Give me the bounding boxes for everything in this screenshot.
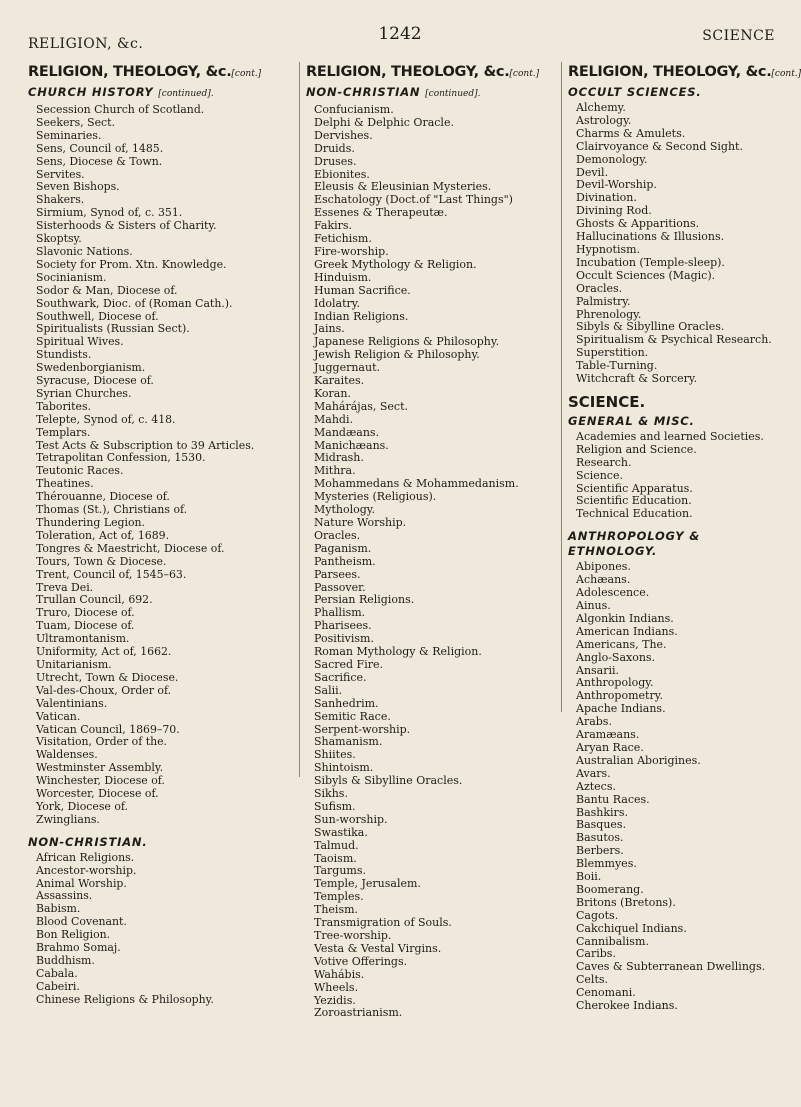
- index-entry[interactable]: Seminaries.: [36, 128, 102, 142]
- index-entry[interactable]: Tours, Town & Diocese.: [36, 554, 167, 568]
- column-heading: [568, 62, 801, 84]
- index-entry[interactable]: Demonology.: [576, 152, 648, 166]
- index-entry[interactable]: Fetichism.: [314, 232, 372, 246]
- page-number: 1242: [378, 24, 422, 44]
- index-entry[interactable]: Test Acts & Subscription to 39 Articles.: [36, 438, 255, 452]
- index-entry[interactable]: Ghosts & Apparitions.: [576, 217, 700, 231]
- index-entry[interactable]: Arabs.: [576, 715, 612, 729]
- index-entry[interactable]: Avars.: [576, 766, 611, 780]
- index-entry[interactable]: Cabala.: [36, 966, 78, 980]
- index-entry[interactable]: Confucianism.: [314, 103, 394, 116]
- index-entry[interactable]: Charms & Amulets.: [576, 126, 686, 140]
- section-title: ANTHROPOLOGY & ETHNOLOGY.: [568, 529, 701, 559]
- index-entry[interactable]: African Religions.: [36, 850, 135, 864]
- section-title: NON-CHRISTIAN.: [28, 834, 148, 849]
- index-entry[interactable]: Worcester, Diocese of.: [36, 787, 159, 801]
- index-entry[interactable]: Valentinians.: [36, 696, 108, 710]
- index-entry[interactable]: Druses.: [314, 154, 357, 168]
- index-entry[interactable]: Passover.: [314, 580, 366, 594]
- index-entry[interactable]: Sanhedrim.: [314, 696, 379, 710]
- index-entry[interactable]: Shakers.: [36, 193, 85, 207]
- index-entry[interactable]: Bantu Races.: [576, 792, 650, 806]
- index-entry[interactable]: Incubation (Temple-sleep).: [576, 255, 725, 269]
- index-entry[interactable]: Tree-worship.: [314, 929, 392, 942]
- index-entry[interactable]: Ebionites.: [314, 167, 370, 181]
- index-entry[interactable]: Achæans.: [576, 573, 631, 587]
- index-entry[interactable]: Yezidis.: [314, 993, 356, 1007]
- index-entry[interactable]: Pharisees.: [314, 619, 372, 633]
- index-entry[interactable]: Temples.: [314, 890, 364, 904]
- index-entry[interactable]: Britons (Bretons).: [576, 895, 676, 909]
- science-heading: SCIENCE.: [568, 392, 646, 411]
- index-entry[interactable]: Telepte, Synod of, c. 418.: [36, 412, 176, 426]
- index-entry[interactable]: Mithra.: [314, 464, 356, 478]
- index-entry[interactable]: Shiites.: [314, 748, 356, 762]
- index-entry[interactable]: Teutonic Races.: [36, 464, 124, 478]
- index-entry[interactable]: Syracuse, Diocese of.: [36, 374, 154, 388]
- index-entry[interactable]: Boomerang.: [576, 882, 644, 896]
- index-entry[interactable]: Vatican.: [36, 709, 81, 723]
- index-entry[interactable]: Mahárájas, Sect.: [314, 399, 409, 413]
- index-entry[interactable]: American Indians.: [576, 624, 678, 638]
- index-entry[interactable]: Positivism.: [314, 632, 374, 646]
- index-entry[interactable]: Scientific Apparatus.: [576, 481, 693, 495]
- index-entry[interactable]: Theatines.: [36, 477, 94, 491]
- index-entry[interactable]: Mahdi.: [314, 412, 353, 426]
- index-entry[interactable]: Clairvoyance & Second Sight.: [576, 139, 743, 153]
- running-head-left: RELIGION, &c.: [28, 36, 144, 52]
- index-entry[interactable]: Dervishes.: [314, 128, 373, 142]
- section-heading-occult-sciences: [568, 85, 792, 100]
- column-divider: [561, 62, 562, 712]
- index-entry[interactable]: Devil.: [576, 165, 609, 179]
- index-entry[interactable]: Mysteries (Religious).: [314, 490, 437, 504]
- index-entry[interactable]: Phrenology.: [576, 307, 642, 321]
- section-heading-general-misc: [568, 414, 792, 429]
- column-heading-text: RELIGION, THEOLOGY, &c.: [306, 64, 510, 80]
- continued-marker: [cont.]: [771, 69, 801, 79]
- index-entry[interactable]: Aztecs.: [576, 779, 616, 793]
- index-entry[interactable]: Ultramontanism.: [36, 632, 130, 646]
- index-entry[interactable]: Abipones.: [576, 560, 631, 574]
- column-3: [568, 62, 801, 1013]
- index-entry[interactable]: Tetrapolitan Confession, 1530.: [36, 451, 206, 465]
- index-entry[interactable]: Hallucinations & Illusions.: [576, 230, 725, 244]
- index-entry[interactable]: Serpent-worship.: [314, 722, 411, 736]
- section-title: NON-CHRISTIAN: [306, 85, 421, 99]
- index-entry[interactable]: Shintoism.: [314, 761, 374, 775]
- index-entry[interactable]: Human Sacrifice.: [314, 283, 411, 297]
- index-entry[interactable]: Astrology.: [576, 113, 632, 127]
- index-entry[interactable]: Karaites.: [314, 374, 365, 388]
- index-entry[interactable]: Fakirs.: [314, 219, 353, 233]
- index-entry[interactable]: Divining Rod.: [576, 204, 652, 218]
- index-entry[interactable]: Research.: [576, 455, 632, 469]
- index-entry[interactable]: Essenes & Therapeutæ.: [314, 206, 448, 220]
- index-entry[interactable]: Blood Covenant.: [36, 915, 127, 929]
- index-entry[interactable]: Palmistry.: [576, 294, 631, 308]
- index-entry[interactable]: Sacrifice.: [314, 670, 367, 684]
- index-entry[interactable]: Delphi & Delphic Oracle.: [314, 115, 454, 129]
- index-entry[interactable]: Animal Worship.: [36, 876, 127, 890]
- index-entry[interactable]: Toleration, Act of, 1689.: [36, 528, 170, 542]
- index-entry[interactable]: Sun-worship.: [314, 812, 388, 826]
- index-entry[interactable]: Spiritualism & Psychical Research.: [576, 333, 772, 347]
- index-entry[interactable]: Uniformity, Act of, 1662.: [36, 645, 172, 659]
- index-entry[interactable]: Zwinglians.: [36, 812, 100, 826]
- index-entry[interactable]: Stundists.: [36, 348, 92, 362]
- index-entry[interactable]: Indian Religions.: [314, 309, 409, 323]
- index-entry[interactable]: Transmigration of Souls.: [314, 916, 452, 930]
- index-entry[interactable]: Sisterhoods & Sisters of Charity.: [36, 219, 217, 233]
- entry-list: [568, 431, 792, 521]
- index-entry[interactable]: Juggernaut.: [314, 361, 380, 375]
- section-title: OCCULT SCIENCES.: [568, 85, 702, 99]
- index-entry[interactable]: Sirmium, Synod of, c. 351.: [36, 206, 183, 220]
- index-entry[interactable]: Mohammedans & Mohammedanism.: [314, 477, 519, 491]
- index-entry[interactable]: Cannibalism.: [576, 934, 649, 948]
- index-entry[interactable]: Occult Sciences (Magic).: [576, 268, 716, 282]
- index-entry[interactable]: Roman Mythology & Religion.: [314, 645, 482, 659]
- index-entry[interactable]: Slavonic Nations.: [36, 244, 133, 258]
- index-entry[interactable]: Mythology.: [314, 503, 376, 517]
- index-entry[interactable]: Semitic Race.: [314, 709, 391, 723]
- index-entry[interactable]: Boii.: [576, 870, 602, 884]
- index-entry[interactable]: Oracles.: [576, 281, 623, 295]
- column-2: [306, 62, 554, 1020]
- index-entry[interactable]: Caves & Subterranean Dwellings.: [576, 960, 766, 974]
- index-entry[interactable]: Buddhism.: [36, 954, 95, 967]
- continued-marker: [continued].: [425, 89, 481, 99]
- entry-list: [28, 852, 290, 1007]
- index-entry[interactable]: Cabeiri.: [36, 979, 80, 993]
- column-divider: [299, 62, 300, 777]
- index-entry[interactable]: Thundering Legion.: [36, 516, 146, 529]
- index-entry[interactable]: Ansarii.: [576, 663, 620, 677]
- index-entry[interactable]: Midrash.: [314, 451, 364, 465]
- index-entry[interactable]: Parsees.: [314, 567, 361, 581]
- index-entry[interactable]: Science.: [576, 468, 623, 482]
- index-entry[interactable]: Scientific Education.: [576, 494, 692, 508]
- index-entry[interactable]: Bon Religion.: [36, 928, 111, 942]
- index-entry[interactable]: Vesta & Vestal Virgins.: [314, 941, 442, 955]
- index-entry[interactable]: Babism.: [36, 902, 81, 916]
- index-entry[interactable]: Pantheism.: [314, 554, 376, 568]
- index-entry[interactable]: Salii.: [314, 683, 343, 697]
- index-entry[interactable]: Cenomani.: [576, 986, 636, 1000]
- index-entry[interactable]: Chinese Religions & Philosophy.: [36, 992, 214, 1006]
- index-entry[interactable]: Tongres & Maestricht, Diocese of.: [36, 541, 225, 555]
- index-entry[interactable]: Sibyls & Sibylline Oracles.: [576, 320, 725, 334]
- index-entry[interactable]: Anglo-Saxons.: [576, 650, 656, 664]
- index-entry[interactable]: Persian Religions.: [314, 593, 415, 607]
- index-entry[interactable]: Japanese Religions & Philosophy.: [314, 335, 500, 349]
- index-entry[interactable]: Technical Education.: [576, 507, 693, 521]
- index-entry[interactable]: Religion and Science.: [576, 442, 697, 456]
- index-entry[interactable]: Sens, Diocese & Town.: [36, 154, 163, 168]
- index-entry[interactable]: Secession Church of Scotland.: [36, 103, 205, 116]
- index-entry[interactable]: Seekers, Sect.: [36, 115, 115, 129]
- index-entry[interactable]: Aryan Race.: [576, 740, 644, 754]
- index-entry[interactable]: Assassins.: [36, 889, 93, 903]
- index-entry[interactable]: Divination.: [576, 191, 637, 205]
- index-entry[interactable]: Wahábis.: [314, 967, 365, 981]
- entry-list: [568, 561, 792, 1013]
- index-entry[interactable]: Cakchiquel Indians.: [576, 921, 687, 935]
- index-entry[interactable]: Winchester, Diocese of.: [36, 774, 165, 788]
- index-entry[interactable]: Cagots.: [576, 908, 619, 922]
- index-entry[interactable]: Targums.: [314, 864, 366, 878]
- index-entry[interactable]: Syrian Churches.: [36, 386, 132, 400]
- index-entry[interactable]: Templars.: [36, 425, 91, 439]
- column-heading-text: RELIGION, THEOLOGY, &c.: [28, 64, 232, 80]
- index-entry[interactable]: Adolescence.: [576, 586, 650, 600]
- index-entry[interactable]: Spiritual Wives.: [36, 335, 124, 349]
- index-entry[interactable]: Anthropometry.: [576, 689, 663, 703]
- index-entry[interactable]: Sodor & Man, Diocese of.: [36, 283, 178, 297]
- index-entry[interactable]: Ainus.: [576, 599, 611, 612]
- index-entry[interactable]: Westminster Assembly.: [36, 761, 164, 775]
- index-entry[interactable]: Hypnotism.: [576, 242, 641, 256]
- index-entry[interactable]: Sens, Council of, 1485.: [36, 141, 164, 155]
- index-entry[interactable]: Swedenborgianism.: [36, 361, 146, 375]
- index-entry[interactable]: Phallism.: [314, 606, 366, 620]
- index-entry[interactable]: Skoptsy.: [36, 232, 82, 246]
- index-entry[interactable]: Jains.: [314, 322, 345, 336]
- index-entry[interactable]: Vatican Council, 1869–70.: [36, 722, 180, 736]
- index-entry[interactable]: Ancestor-worship.: [36, 863, 137, 877]
- index-entry[interactable]: Bashkirs.: [576, 805, 628, 819]
- index-entry[interactable]: Devil-Worship.: [576, 178, 657, 192]
- index-entry[interactable]: Manichæans.: [314, 438, 389, 452]
- entry-list: [306, 104, 554, 1020]
- index-entry[interactable]: Hinduism.: [314, 270, 372, 284]
- index-entry[interactable]: Visitation, Order of the.: [36, 735, 168, 749]
- index-entry[interactable]: Koran.: [314, 386, 351, 400]
- section-heading-church-history: [28, 85, 290, 102]
- index-entry[interactable]: Spiritualists (Russian Sect).: [36, 322, 190, 336]
- index-entry[interactable]: Basques.: [576, 818, 627, 832]
- index-entry[interactable]: Paganism.: [314, 541, 372, 555]
- index-entry[interactable]: Swastika.: [314, 825, 368, 839]
- index-entry[interactable]: York, Diocese of.: [36, 799, 129, 813]
- continued-marker: [continued].: [158, 89, 214, 99]
- index-entry[interactable]: Thomas (St.), Christians of.: [36, 503, 188, 517]
- index-entry[interactable]: Taoism.: [314, 851, 357, 865]
- continued-marker: [cont.]: [231, 69, 262, 79]
- index-entry[interactable]: Caribs.: [576, 947, 616, 961]
- index-entry[interactable]: Tuam, Diocese of.: [36, 619, 135, 633]
- index-entry[interactable]: Basutos.: [576, 831, 624, 845]
- index-entry[interactable]: Alchemy.: [576, 101, 626, 114]
- entry-list: [568, 102, 792, 386]
- index-entry[interactable]: Americans, The.: [576, 637, 667, 651]
- index-entry[interactable]: Trullan Council, 692.: [36, 593, 153, 607]
- index-entry[interactable]: Idolatry.: [314, 296, 361, 310]
- index-entry[interactable]: Waldenses.: [36, 748, 98, 762]
- index-entry[interactable]: Eschatology (Doct.of "Last Things"): [314, 193, 513, 207]
- index-entry[interactable]: Table-Turning.: [576, 359, 658, 373]
- column-heading: [306, 62, 554, 84]
- index-entry[interactable]: Mandæans.: [314, 425, 380, 439]
- index-entry[interactable]: Greek Mythology & Religion.: [314, 257, 477, 271]
- index-entry[interactable]: Academies and learned Societies.: [576, 429, 764, 443]
- index-entry[interactable]: Votive Offerings.: [314, 954, 408, 968]
- index-entry[interactable]: Nature Worship.: [314, 516, 407, 529]
- index-entry[interactable]: Society for Prom. Xtn. Knowledge.: [36, 257, 227, 271]
- index-entry[interactable]: Superstition.: [576, 346, 649, 360]
- index-entry[interactable]: Socinianism.: [36, 270, 107, 284]
- column-heading-text: RELIGION, THEOLOGY, &c.: [568, 64, 772, 80]
- index-entry[interactable]: Southwark, Dioc. of (Roman Cath.).: [36, 296, 233, 310]
- index-entry[interactable]: Talmud.: [314, 838, 359, 852]
- index-entry[interactable]: Sikhs.: [314, 787, 348, 801]
- index-entry[interactable]: Val-des-Choux, Order of.: [36, 683, 172, 697]
- index-entry[interactable]: Shamanism.: [314, 735, 383, 749]
- index-entry[interactable]: Sacred Fire.: [314, 657, 383, 671]
- index-entry[interactable]: Truro, Diocese of.: [36, 606, 135, 620]
- entry-list: [28, 104, 290, 827]
- index-entry[interactable]: Wheels.: [314, 980, 359, 994]
- section-heading-non-christian: [28, 835, 290, 850]
- index-entry[interactable]: Eleusis & Eleusinian Mysteries.: [314, 180, 492, 194]
- index-entry[interactable]: Theism.: [314, 903, 359, 917]
- column-heading: [28, 62, 290, 84]
- section-heading-anthropology: [568, 529, 792, 559]
- index-entry[interactable]: Australian Aborigines.: [576, 753, 701, 767]
- index-entry[interactable]: Berbers.: [576, 844, 624, 858]
- index-entry[interactable]: Unitarianism.: [36, 657, 112, 671]
- page-header: [0, 0, 801, 60]
- column-1: [28, 62, 290, 1007]
- index-entry[interactable]: Oracles.: [314, 528, 361, 542]
- section-title: GENERAL & MISC.: [568, 413, 695, 428]
- section-title: CHURCH HISTORY: [28, 85, 154, 99]
- index-entry[interactable]: Brahmo Somaj.: [36, 941, 121, 955]
- continued-marker: [cont.]: [509, 69, 540, 79]
- index-entry[interactable]: Jewish Religion & Philosophy.: [314, 348, 480, 362]
- index-entry[interactable]: Celts.: [576, 973, 609, 987]
- index-entry[interactable]: Druids.: [314, 141, 355, 155]
- index-entry[interactable]: Anthropology.: [576, 676, 654, 690]
- index-entry[interactable]: Fire-worship.: [314, 244, 389, 258]
- index-entry[interactable]: Sibyls & Sibylline Oracles.: [314, 774, 463, 788]
- index-entry[interactable]: Southwell, Diocese of.: [36, 309, 159, 323]
- index-entry[interactable]: Taborites.: [36, 399, 92, 413]
- index-entry[interactable]: Apache Indians.: [576, 702, 666, 716]
- index-entry[interactable]: Zoroastrianism.: [314, 1006, 403, 1020]
- index-entry[interactable]: Thérouanne, Diocese of.: [36, 490, 170, 504]
- index-entry[interactable]: Treva Dei.: [36, 580, 94, 594]
- index-entry[interactable]: Utrecht, Town & Diocese.: [36, 670, 179, 684]
- index-entry[interactable]: Algonkin Indians.: [576, 611, 674, 625]
- index-entry[interactable]: Sufism.: [314, 799, 356, 813]
- index-entry[interactable]: Seven Bishops.: [36, 180, 120, 194]
- index-entry[interactable]: Aramæans.: [576, 728, 640, 742]
- running-head-right: SCIENCE: [702, 28, 775, 44]
- index-entry[interactable]: Servites.: [36, 167, 85, 181]
- index-entry[interactable]: Temple, Jerusalem.: [314, 877, 421, 891]
- index-entry[interactable]: Cherokee Indians.: [576, 999, 678, 1013]
- index-entry[interactable]: Blemmyes.: [576, 857, 637, 871]
- index-entry[interactable]: Trent, Council of, 1545–63.: [36, 567, 187, 581]
- section-heading-non-christian: [306, 85, 554, 102]
- index-entry[interactable]: Witchcraft & Sorcery.: [576, 372, 698, 386]
